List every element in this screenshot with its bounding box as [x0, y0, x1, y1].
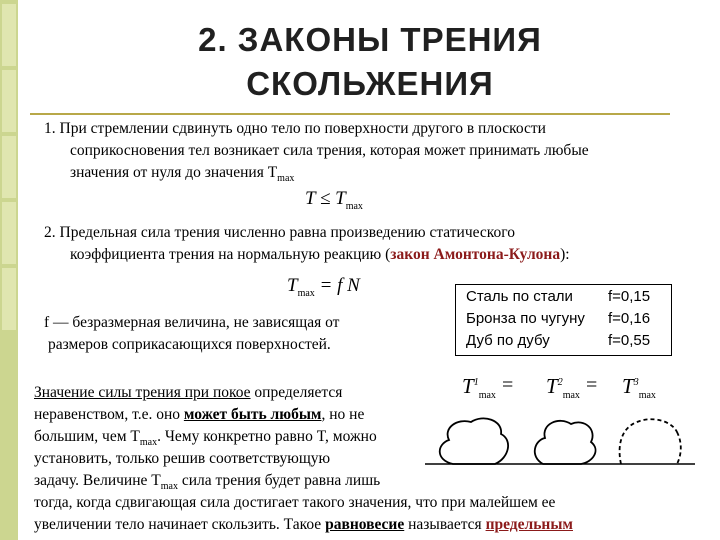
law-2-line-2-suffix: ):	[560, 246, 570, 263]
contact-bodies-illustration	[425, 400, 695, 470]
equals-sign: =	[586, 374, 598, 396]
sidebar-block	[2, 268, 16, 330]
equals-sign: =	[502, 374, 514, 396]
title-line-2: СКОЛЬЖЕНИЯ	[246, 65, 494, 102]
coefficient-pair: Бронза по чугуну	[466, 310, 585, 327]
rest-line-5-b: сила трения будет равна лишь	[177, 472, 381, 489]
friction-formula-sub: max	[297, 287, 315, 299]
law-1-line-2: соприкосновения тел возникает сила трения, которая может принимать любые	[70, 142, 589, 159]
title-line-1: 2. ЗАКОНЫ ТРЕНИЯ	[198, 21, 542, 58]
tmax-2-sup: 2	[557, 377, 563, 388]
law-2-paragraph	[44, 222, 684, 266]
tmax-1-t: T	[462, 374, 474, 398]
inequality-main: T ≤ T	[305, 188, 346, 209]
law-2-line-2	[44, 246, 570, 263]
rest-line-4: установить, только решив соответствующую	[34, 450, 331, 467]
rest-line-7-a: увеличении тело начинает скользить. Такое	[34, 516, 326, 533]
slide-title	[120, 18, 620, 106]
tmax-1-sub: max	[478, 390, 496, 402]
rest-line-7-red: предельным	[485, 516, 573, 533]
rest-line-3-b: . Чему конкретно равно T, можно	[157, 428, 377, 445]
rest-line-1	[34, 382, 342, 404]
tmax-2-sub: max	[562, 390, 580, 402]
decorative-sidebar	[0, 0, 18, 540]
body-3-outline	[620, 419, 681, 464]
rest-line-5-sub: max	[160, 481, 178, 493]
tmax-3-sup: 3	[633, 377, 639, 388]
law-1-paragraph	[44, 118, 684, 190]
law-1-line-3	[44, 162, 684, 190]
rest-line-3-sub: max	[139, 437, 158, 449]
friction-formula	[287, 275, 360, 299]
rest-line-7	[34, 514, 573, 536]
sidebar-block	[2, 4, 16, 66]
rest-line-2-emph: может быть любым	[183, 406, 322, 423]
law-2-line-1: 2. Предельная сила трения численно равна произведению статического	[44, 224, 515, 241]
coefficient-value: f=0,15	[608, 288, 651, 305]
rest-line-3-a: большим, чем T	[34, 428, 140, 445]
tmax-2-t: T	[546, 374, 558, 398]
sidebar-block	[2, 202, 16, 264]
rest-line-7-emph: равновесие	[325, 516, 405, 533]
rest-line-2	[34, 404, 364, 426]
f-description	[44, 312, 404, 356]
rest-line-7-c: называется	[404, 516, 486, 533]
friction-formula-rhs: = f N	[314, 275, 360, 296]
coefficient-value: f=0,55	[608, 332, 651, 349]
rest-line-1-underlined: Значение силы трения при покое	[34, 384, 251, 401]
f-description-line-1: f — безразмерная величина, не зависящая от	[44, 314, 340, 331]
tmax-label-2	[546, 374, 580, 401]
rest-line-1-text: определяется	[250, 384, 343, 401]
coefficient-table	[455, 284, 672, 356]
law-name: закон Амонтона-Кулона	[390, 246, 561, 263]
coefficient-pair: Сталь по стали	[466, 288, 573, 305]
coefficient-pair: Дуб по дубу	[466, 332, 550, 349]
body-2-outline	[535, 421, 596, 464]
title-divider	[30, 113, 670, 115]
body-1-outline	[440, 418, 508, 464]
f-description-line-2: размеров соприкасающихся поверхностей.	[48, 336, 331, 353]
law-1-line-1: 1. При стремлении сдвинуть одно тело по поверхности другого в плоскости	[44, 120, 546, 137]
law-1-line-3-sub: max	[277, 173, 295, 185]
tmax-label-3	[622, 374, 656, 401]
sidebar-block	[2, 70, 16, 132]
inequality-sub: max	[345, 200, 363, 212]
tmax-3-sub: max	[638, 390, 656, 402]
rest-line-2-c: , но не	[321, 406, 365, 423]
tmax-1-sup: 1	[473, 377, 479, 388]
tmax-label-1	[462, 374, 496, 401]
rest-line-6: тогда, когда сдвигающая сила достигает такого значения, что при малейшем ее	[34, 494, 556, 511]
rest-line-2-a: неравенством, т.е. оно	[34, 406, 184, 423]
law-2-line-2-prefix: коэффициента трения на нормальную реакцию (	[70, 246, 391, 263]
rest-line-5-a: задачу. Величине T	[34, 472, 161, 489]
friction-formula-lhs: T	[287, 275, 298, 296]
law-1-line-3-text: значения от нуля до значения T	[70, 164, 278, 181]
sidebar-block	[2, 136, 16, 198]
coefficient-value: f=0,16	[608, 310, 651, 327]
inequality-formula	[305, 188, 363, 212]
tmax-3-t: T	[622, 374, 634, 398]
